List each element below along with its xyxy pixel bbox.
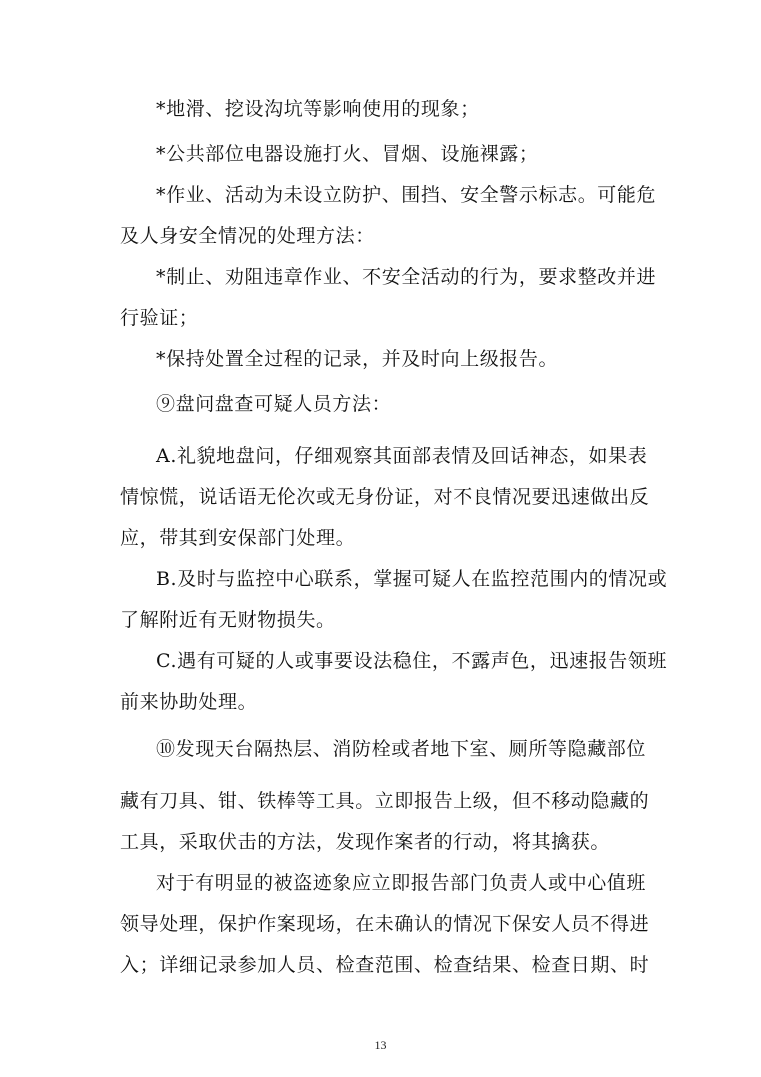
text-line: 前来协助处理。	[120, 691, 258, 713]
text-line: 藏有刀具、钳、铁棒等工具。立即报告上级，但不移动隐藏的	[120, 790, 650, 812]
text-line: 对于有明显的被盗迹象应立即报告部门负责人或中心值班	[156, 872, 647, 894]
text-line: *制止、劝阻违章作业、不安全活动的行为，要求整改并进	[156, 266, 657, 288]
text-line: B.及时与监控中心联系，掌握可疑人在监控范围内的情况或	[156, 568, 668, 590]
text-line: *作业、活动为未设立防护、围挡、安全警示标志。可能危	[156, 184, 657, 206]
text-line: 工具，采取伏击的方法，发现作案者的行动，将其擒获。	[120, 831, 611, 853]
section-heading: ⑩发现天台隔热层、消防栓或者地下室、厕所等隐藏部位	[156, 738, 647, 760]
text-line: 及人身安全情况的处理方法：	[120, 225, 375, 247]
text-line: 了解附近有无财物损失。	[120, 609, 336, 631]
text-line: 领导处理，保护作案现场，在未确认的情况下保安人员不得进	[120, 913, 650, 935]
text-line: A.礼貌地盘问，仔细观察其面部表情及回话神态，如果表	[156, 445, 648, 467]
text-line: 应，带其到安保部门处理。	[120, 527, 356, 549]
text-line: 行验证；	[120, 307, 199, 329]
text-line: C.遇有可疑的人或事要设法稳住，不露声色，迅速报告领班	[156, 650, 668, 672]
text-line: *公共部位电器设施打火、冒烟、设施裸露；	[156, 143, 539, 165]
text-line: *保持处置全过程的记录，并及时向上级报告。	[156, 348, 559, 370]
text-line: *地滑、挖设沟坑等影响使用的现象；	[156, 98, 480, 120]
page-number: 13	[374, 1038, 387, 1052]
text-line: 入；详细记录参加人员、检查范围、检查结果、检查日期、时	[120, 954, 650, 976]
text-line: 情惊慌，说话语无伦次或无身份证，对不良情况要迅速做出反	[120, 486, 650, 508]
section-heading: ⑨盘问盘查可疑人员方法：	[156, 393, 392, 415]
